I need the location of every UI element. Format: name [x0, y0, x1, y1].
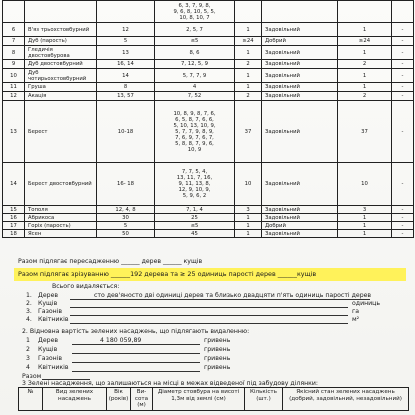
row-number: 9 — [3, 60, 25, 69]
condition-cell: Задовільний — [262, 23, 338, 37]
row-number: 11 — [3, 83, 25, 92]
diameter-cell: 13, 57 — [97, 92, 155, 101]
species-name: Дуб (парость) — [25, 37, 97, 46]
table-row — [3, 37, 414, 46]
count-cell: 3 — [235, 206, 262, 214]
diameter-cell: 5 — [97, 222, 155, 230]
heights-cell: ≤5 — [155, 37, 235, 46]
heights-cell: 7, 1, 4 — [155, 206, 235, 214]
item-text: сто дев'яносто дві одиниці дерев та близько двадцяти п'ять одиниць парості дерев — [94, 292, 372, 299]
heights-cell: 5, 7, 7, 9 — [155, 69, 235, 83]
section2-heading: 2. Відновна вартість зелених насаджень, що підлягають видаленню: — [22, 328, 250, 335]
table-row — [3, 46, 414, 60]
fill-line — [72, 362, 200, 363]
fill-line — [72, 344, 200, 345]
table-cell — [392, 1, 414, 23]
table-row — [3, 222, 414, 230]
count-cell: ≥24 — [235, 37, 262, 46]
heights-cell: 8, 6 — [155, 46, 235, 60]
item-unit: гривень — [204, 346, 231, 353]
species-name: Горіх (парость) — [25, 222, 97, 230]
species-name: Дуб двостовбурний — [25, 60, 97, 69]
replant-total-line: Разом підлягає пересадженню ______ дерев ______ кущів — [18, 258, 203, 265]
count-cell: 10 — [235, 163, 262, 206]
mark-cell: - — [392, 206, 414, 214]
cell-line: 13, 11, 7, 16, — [176, 175, 213, 181]
diameter-cell: 12 — [97, 23, 155, 37]
heights-cell: ≤5 — [155, 222, 235, 230]
quantity-cell: 1 — [338, 83, 392, 92]
item-label: Кущів — [38, 300, 58, 307]
mark-cell: - — [392, 69, 414, 83]
table-row — [3, 23, 414, 37]
diameter-cell: 8 — [97, 83, 155, 92]
cell-line: 7, 7, 5, 4, — [181, 169, 208, 175]
diameter-cell: 5 — [97, 37, 155, 46]
item-suffix: га — [352, 308, 360, 315]
diameter-cell: 50 — [97, 230, 155, 238]
mark-cell: - — [392, 163, 414, 206]
count-cell: 1 — [235, 83, 262, 92]
table-row — [3, 206, 414, 214]
count-cell: 1 — [235, 46, 262, 60]
mark-cell: - — [392, 222, 414, 230]
fill-line — [72, 353, 200, 354]
row-number: 15 — [3, 206, 25, 214]
inventory-table — [2, 0, 414, 238]
row-number: 18 — [3, 230, 25, 238]
quantity-cell: 1 — [338, 23, 392, 37]
item-label: Газонів — [38, 355, 63, 362]
fill-line — [70, 323, 348, 324]
heights-cell — [155, 101, 235, 163]
condition-cell: Задовільний — [262, 69, 338, 83]
item-number: 3. — [26, 308, 32, 315]
species-name: Берест — [25, 101, 97, 163]
species-name: Абрикоса — [25, 214, 97, 222]
table-row — [3, 214, 414, 222]
cell-line: 12, 9, 10, 9, — [178, 187, 211, 193]
cell-line: 10, 8, 9, 8, 7, 6, — [173, 110, 216, 117]
item-number: 2. — [26, 300, 32, 307]
table-row — [3, 60, 414, 69]
quantity-cell: 10 — [338, 163, 392, 206]
item-label: Дерев — [38, 337, 59, 344]
table-row — [3, 83, 414, 92]
fill-line — [70, 315, 348, 316]
cell-line: 6, 3, 7, 9, 8, — [178, 2, 211, 9]
mark-cell: - — [392, 214, 414, 222]
cell-line: 9, 6, 8, 10, 5, 5, — [173, 8, 216, 15]
table-row — [3, 92, 414, 101]
row-number: 6 — [3, 23, 25, 37]
condition-cell: Задовільний — [262, 60, 338, 69]
diameter-cell: 12, 4, 8 — [97, 206, 155, 214]
row-number: 8 — [3, 46, 25, 60]
column-header: Вид зелених насаджень — [43, 388, 107, 411]
quantity-cell: 1 — [338, 46, 392, 60]
item-number: 1 — [26, 337, 30, 344]
species-name: Ясен — [25, 230, 97, 238]
quantity-cell: 37 — [338, 101, 392, 163]
count-cell: 2 — [235, 92, 262, 101]
item-label: Квітників — [38, 316, 69, 323]
species-name: Гледичія двостовбурова — [25, 46, 97, 60]
quantity-cell: 1 — [338, 214, 392, 222]
section3-heading: 3 Зелені насадження, що залишаються на місці в межах відведеної під забудову ділянки: — [22, 380, 318, 387]
cell-line: 10, 8, 10, 7 — [179, 14, 210, 21]
mark-cell: - — [392, 60, 414, 69]
count-cell: 1 — [235, 23, 262, 37]
cell-line: 5, 9, 6, 2 — [182, 193, 207, 199]
quantity-cell: 1 — [338, 230, 392, 238]
column-header: Вік (років) — [107, 388, 131, 411]
item-number: 2 — [26, 346, 30, 353]
heights-cell: 45 — [155, 230, 235, 238]
quantity-cell: 3 — [338, 206, 392, 214]
item-unit: гривень — [204, 364, 231, 371]
species-name: Груша — [25, 83, 97, 92]
count-cell: 1 — [235, 69, 262, 83]
mark-cell: - — [392, 23, 414, 37]
item-number: 1. — [26, 292, 32, 299]
item-number: 4 — [26, 364, 30, 371]
table-cell — [338, 1, 392, 23]
item-number: 4. — [26, 316, 32, 323]
row-number: 7 — [3, 37, 25, 46]
table-row — [3, 1, 414, 23]
row-number: 17 — [3, 222, 25, 230]
heights-cell: 4 — [155, 83, 235, 92]
table-row — [3, 230, 414, 238]
item-suffix: одиниць — [352, 300, 381, 307]
quantity-cell: ≥24 — [338, 37, 392, 46]
heights-cell — [155, 163, 235, 206]
row-number: 14 — [3, 163, 25, 206]
species-name: В'яз трьохстовбурний — [25, 23, 97, 37]
diameter-cell: 16, 14 — [97, 60, 155, 69]
condition-cell: Задовільний — [262, 214, 338, 222]
table-cell — [3, 1, 25, 23]
item-value: 4 180 059,89 — [100, 337, 142, 344]
condition-cell: Задовільний — [262, 83, 338, 92]
heights-cell: 7, 12, 5, 9 — [155, 60, 235, 69]
diameter-cell: 30 — [97, 214, 155, 222]
table-cell — [25, 1, 97, 23]
mark-cell: - — [392, 46, 414, 60]
cell-line: 6, 5, 8, 7, 6, 6, — [175, 116, 214, 123]
item-label: Кущів — [38, 346, 58, 353]
item-label: Газонів — [38, 308, 63, 315]
condition-cell: Задовільний — [262, 92, 338, 101]
count-cell: 2 — [235, 60, 262, 69]
quantity-cell: 1 — [338, 69, 392, 83]
cell-line: 9, 11, 13, 8, — [178, 181, 211, 187]
cut-total-line: Разом підлягає зрізуванню ______192 дерева та ≥ 25 одиниць парості дерев ______кущів — [14, 268, 406, 281]
remaining-trees-table — [18, 387, 409, 411]
item-label: Квітників — [38, 364, 69, 371]
species-name: Дуб чотирьохстовбурний — [25, 69, 97, 83]
section1-heading: Всього видаляється: — [52, 283, 120, 290]
cell-line: 5, 8, 8, 7, 9, 6, — [175, 140, 214, 147]
table-row — [3, 101, 414, 163]
condition-cell: Задовільний — [262, 46, 338, 60]
table-cell — [262, 1, 338, 23]
fill-line — [70, 307, 348, 308]
heights-cell: 7, 52 — [155, 92, 235, 101]
row-number: 13 — [3, 101, 25, 163]
item-label: Дерев — [38, 292, 59, 299]
count-cell: 37 — [235, 101, 262, 163]
species-name: Тополя — [25, 206, 97, 214]
species-name: Акація — [25, 92, 97, 101]
heights-cell: 2, 5, 7 — [155, 23, 235, 37]
condition-cell: Добрий — [262, 37, 338, 46]
condition-cell: Задовільний — [262, 101, 338, 163]
condition-cell: Задовільний — [262, 206, 338, 214]
column-header: Діаметр стовбура на висоті 1,3м від землі (см) — [153, 388, 245, 411]
column-header: Якісний стан зелених насаджень (добрий, задовільний, незадовільний) — [283, 388, 409, 411]
table-cell — [97, 1, 155, 23]
item-unit: гривень — [204, 355, 231, 362]
item-number: 3 — [26, 355, 30, 362]
quantity-cell: 2 — [338, 92, 392, 101]
quantity-cell: 2 — [338, 60, 392, 69]
quantity-cell: 1 — [338, 222, 392, 230]
heights-cell — [155, 1, 235, 23]
diameter-cell: 16- 18 — [97, 163, 155, 206]
cell-line: 5, 10, 13, 10, 9, — [173, 122, 216, 129]
condition-cell: Добрий — [262, 222, 338, 230]
table-row — [3, 163, 414, 206]
heights-cell: 25 — [155, 214, 235, 222]
count-cell: 1 — [235, 230, 262, 238]
diameter-cell: 13 — [97, 46, 155, 60]
table-row — [3, 69, 414, 83]
count-cell: 1 — [235, 214, 262, 222]
column-header: Кількість (шт.) — [245, 388, 283, 411]
column-header: № — [19, 388, 43, 411]
condition-cell: Задовільний — [262, 230, 338, 238]
mark-cell: - — [392, 92, 414, 101]
mark-cell: - — [392, 230, 414, 238]
count-cell: 1 — [235, 222, 262, 230]
condition-cell: Задовільний — [262, 163, 338, 206]
row-number: 16 — [3, 214, 25, 222]
mark-cell: - — [392, 83, 414, 92]
species-name: Берест двостовбурний — [25, 163, 97, 206]
fill-line — [72, 371, 200, 372]
cell-line: 5, 7, 7, 9, 8, 9, — [175, 128, 214, 135]
row-number: 10 — [3, 69, 25, 83]
cell-line: 10, 9 — [187, 146, 202, 153]
table-cell — [235, 1, 262, 23]
diameter-cell: 14 — [97, 69, 155, 83]
fill-line — [70, 299, 370, 300]
section2-total-label: Разом — [22, 373, 42, 380]
item-unit: гривень — [204, 337, 231, 344]
mark-cell: - — [392, 37, 414, 46]
diameter-cell: 10-18 — [97, 101, 155, 163]
cell-line: 7, 6, 9, 7, 6, 7, — [175, 134, 214, 141]
mark-cell: - — [392, 101, 414, 163]
row-number: 12 — [3, 92, 25, 101]
item-suffix: м² — [352, 316, 360, 323]
column-header: Ви-сота (м) — [131, 388, 153, 411]
